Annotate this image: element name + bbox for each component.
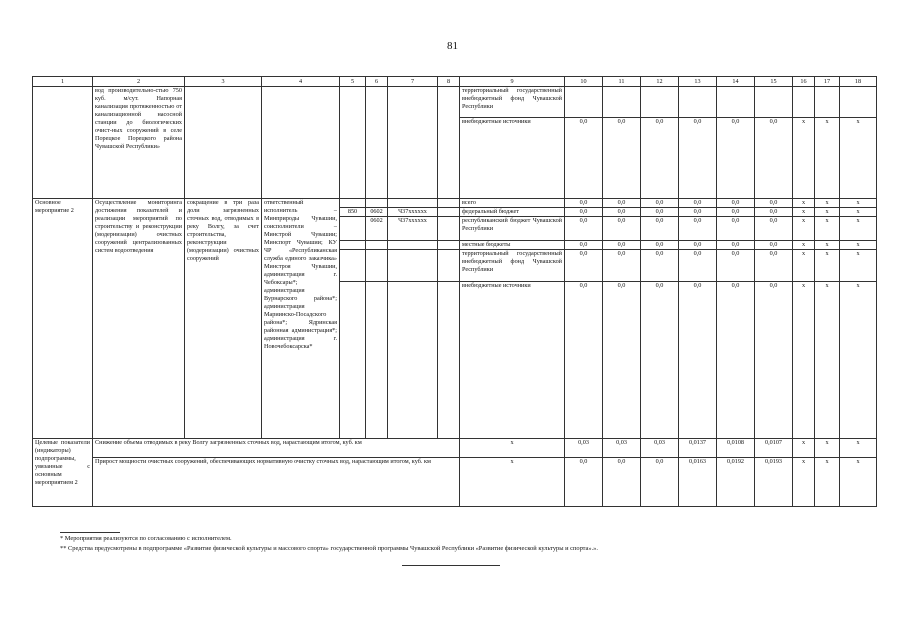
end-separator [402,565,500,566]
value-cell: x [840,217,877,241]
value-cell: 0,0 [603,241,641,250]
value-cell: x [793,282,815,439]
value-cell: 0,0 [565,118,603,199]
value-cell: 0,0 [565,282,603,439]
value-cell [793,87,815,118]
budget-code-type [438,250,460,282]
header-cell: 7 [388,77,438,87]
value-cell: x [840,199,877,208]
value-cell [603,87,641,118]
value-cell: 0,0 [641,199,679,208]
budget-code-grbs [340,241,366,250]
table-row [33,87,877,118]
value-cell: 0,0 [603,282,641,439]
value-cell: 0,0 [717,118,755,199]
value-cell: x [840,458,877,507]
indicator-col9: x [460,458,565,507]
value-cell [565,87,603,118]
cell-col5 [340,87,366,199]
value-cell: 0,0137 [679,439,717,458]
funding-source: территориальный государственный внебюджетный фонд Чувашской Республики [460,250,565,282]
value-cell: 0,0 [641,118,679,199]
value-cell: 0,0 [755,208,793,217]
value-cell: 0,0 [565,458,603,507]
funding-source: внебюджетные источники [460,282,565,439]
value-cell: x [840,208,877,217]
footnote-1: * Мероприятия реализуются по согласованию с исполнителем. [60,535,232,542]
value-cell [755,87,793,118]
budget-code-grbs [340,282,366,439]
value-cell: 0,0 [641,458,679,507]
budget-code-target [388,282,438,439]
cell-col8 [438,87,460,199]
header-cell: 4 [262,77,340,87]
header-cell: 11 [603,77,641,87]
budget-code-section: 0602 [366,217,388,241]
funding-source: территориальный государственный внебюджетный фонд Чувашской Республики [460,87,565,118]
value-cell: x [815,250,840,282]
indicator-name: Прирост мощности очистных сооружений, обеспечивающих нормативную очистку сточных вод, нарастающим итогом, куб. км [93,458,460,507]
value-cell: 0,0 [679,217,717,241]
header-cell: 1 [33,77,93,87]
value-cell: x [840,241,877,250]
header-cell: 17 [815,77,840,87]
value-cell: x [840,118,877,199]
value-cell: x [793,439,815,458]
value-cell: x [793,217,815,241]
indicators-label: Целевые показатели (индикаторы) подпрограммы, увязанные с основным мероприятием 2 [33,439,93,507]
value-cell: 0,03 [641,439,679,458]
value-cell [679,87,717,118]
value-cell: x [793,199,815,208]
value-cell: 0,0108 [717,439,755,458]
value-cell: 0,0 [603,458,641,507]
value-cell: 0,0 [565,217,603,241]
value-cell: 0,0 [565,241,603,250]
budget-code-section [366,199,388,208]
value-cell [717,87,755,118]
table-row [33,77,877,87]
page-number: 81 [447,40,458,52]
value-cell: x [840,282,877,439]
budget-code-section [366,250,388,282]
funding-source: внебюджетные источники [460,118,565,199]
value-cell [641,87,679,118]
value-cell: x [793,250,815,282]
value-cell: 0,0 [679,118,717,199]
value-cell: 0,0 [679,282,717,439]
value-cell [840,87,877,118]
header-cell: 16 [793,77,815,87]
value-cell: 0,0 [679,208,717,217]
funding-source: всего [460,199,565,208]
table-row [33,199,877,208]
budget-code-target: Ч37xxxxxx [388,217,438,241]
header-cell: 8 [438,77,460,87]
value-cell: 0,0 [565,199,603,208]
funding-source: федеральный бюджет [460,208,565,217]
value-cell: 0,0 [755,118,793,199]
value-cell [815,87,840,118]
main-event-name: Осуществление мониторинга достижения показателей и реализации мероприятий по строительству и реконструкции (модернизации) очистных сооружений централизованных систем водоотведения [93,199,185,439]
header-cell: 12 [641,77,679,87]
funding-source: местные бюджеты [460,241,565,250]
responsible-executor: ответственный исполнитель – Минприроды Чувашии, соисполнители – Минстрой Чувашии; Минспорт Чувашии; КУ ЧР «Республиканская служба единого заказчика» Минстроя Чувашии, администрация г. Чебоксары*; администрация Вурнарского района*; администрация Мариинско-Посадского района*; Ядринская районная администрация*; администрация г. Новочебоксарска* [262,199,340,439]
budget-code-type [438,282,460,439]
value-cell: 0,0 [641,217,679,241]
value-cell: 0,0 [603,250,641,282]
budget-code-grbs [340,199,366,208]
value-cell: 0,0 [717,208,755,217]
value-cell: 0,0 [755,282,793,439]
value-cell: 0,0 [679,250,717,282]
value-cell: 0,0 [679,241,717,250]
value-cell: x [840,250,877,282]
value-cell: 0,0 [603,217,641,241]
value-cell: 0,0 [679,199,717,208]
header-cell: 13 [679,77,717,87]
value-cell: 0,0 [717,217,755,241]
value-cell: 0,0 [755,199,793,208]
budget-code-section [366,241,388,250]
value-cell: 0,0 [565,208,603,217]
value-cell: 0,0 [641,282,679,439]
value-cell: x [815,208,840,217]
header-cell: 15 [755,77,793,87]
budget-code-target [388,241,438,250]
budget-code-type [438,208,460,217]
value-cell: 0,0 [755,250,793,282]
table-row [33,439,877,458]
value-cell: 0,03 [565,439,603,458]
value-cell: x [815,458,840,507]
value-cell: x [815,282,840,439]
header-cell: 3 [185,77,262,87]
main-event-result: сокращение в три раза доли загрязненных сточных вод, отводимых в реку Волгу, за счет строительства, реконструкции (модернизации) очистных сооружений [185,199,262,439]
value-cell: x [815,199,840,208]
value-cell: x [815,217,840,241]
budget-code-grbs [340,217,366,241]
budget-code-type [438,199,460,208]
value-cell: x [793,241,815,250]
footnote-separator [60,532,120,533]
cell-col6 [366,87,388,199]
value-cell: 0,0192 [717,458,755,507]
value-cell: x [815,241,840,250]
value-cell: 0,0 [641,241,679,250]
value-cell: 0,0 [565,250,603,282]
value-cell: x [840,439,877,458]
value-cell: 0,0107 [755,439,793,458]
cell-col3 [185,87,262,199]
budget-code-grbs: 850 [340,208,366,217]
value-cell: 0,0163 [679,458,717,507]
cell-col7 [388,87,438,199]
value-cell: 0,0 [603,208,641,217]
cell-col1 [33,87,93,199]
header-cell: 6 [366,77,388,87]
value-cell: 0,0 [717,282,755,439]
value-cell: 0,0 [603,199,641,208]
budget-code-target [388,250,438,282]
value-cell: 0,0 [717,250,755,282]
value-cell: 0,03 [603,439,641,458]
value-cell: 0,0 [755,241,793,250]
table-row [33,458,877,507]
value-cell: 0,0193 [755,458,793,507]
header-cell: 14 [717,77,755,87]
budget-code-section: 0602 [366,208,388,217]
value-cell: 0,0 [641,250,679,282]
header-cell: 5 [340,77,366,87]
value-cell: 0,0 [641,208,679,217]
value-cell: 0,0 [755,217,793,241]
footnote-2: ** Средства предусмотрены в подпрограмме «Развитие физической культуры и массового спорта» государственной программы Чувашской Республики «Развитие физической культуры и спорта».». [60,545,598,552]
program-table [32,76,877,507]
value-cell: 0,0 [717,241,755,250]
budget-code-section [366,282,388,439]
value-cell: x [793,118,815,199]
header-cell: 10 [565,77,603,87]
cell-col4 [262,87,340,199]
value-cell: x [793,208,815,217]
measure-name-cont: вод производительно-стью 750 куб. м/сут. Напорная канализация протяженностью от канализационной насосной станции до биологических очист-ных сооружений в селе Порецкое Порецкого района Чувашской Республики» [93,87,185,199]
main-event-label: Основное мероприятие 2 [33,199,93,439]
budget-code-grbs [340,250,366,282]
value-cell: x [793,458,815,507]
value-cell: x [815,118,840,199]
value-cell: 0,0 [603,118,641,199]
value-cell: x [815,439,840,458]
budget-code-type [438,217,460,241]
budget-code-type [438,241,460,250]
indicator-col9: x [460,439,565,458]
header-cell: 2 [93,77,185,87]
header-cell: 9 [460,77,565,87]
budget-code-target: Ч37xxxxxx [388,208,438,217]
funding-source: республиканский бюджет Чувашской Республики [460,217,565,241]
value-cell: 0,0 [717,199,755,208]
indicator-name: Снижение объема отводимых в реку Волгу загрязненных сточных вод, нарастающим итогом, куб. км [93,439,460,458]
header-cell: 18 [840,77,877,87]
budget-code-target [388,199,438,208]
